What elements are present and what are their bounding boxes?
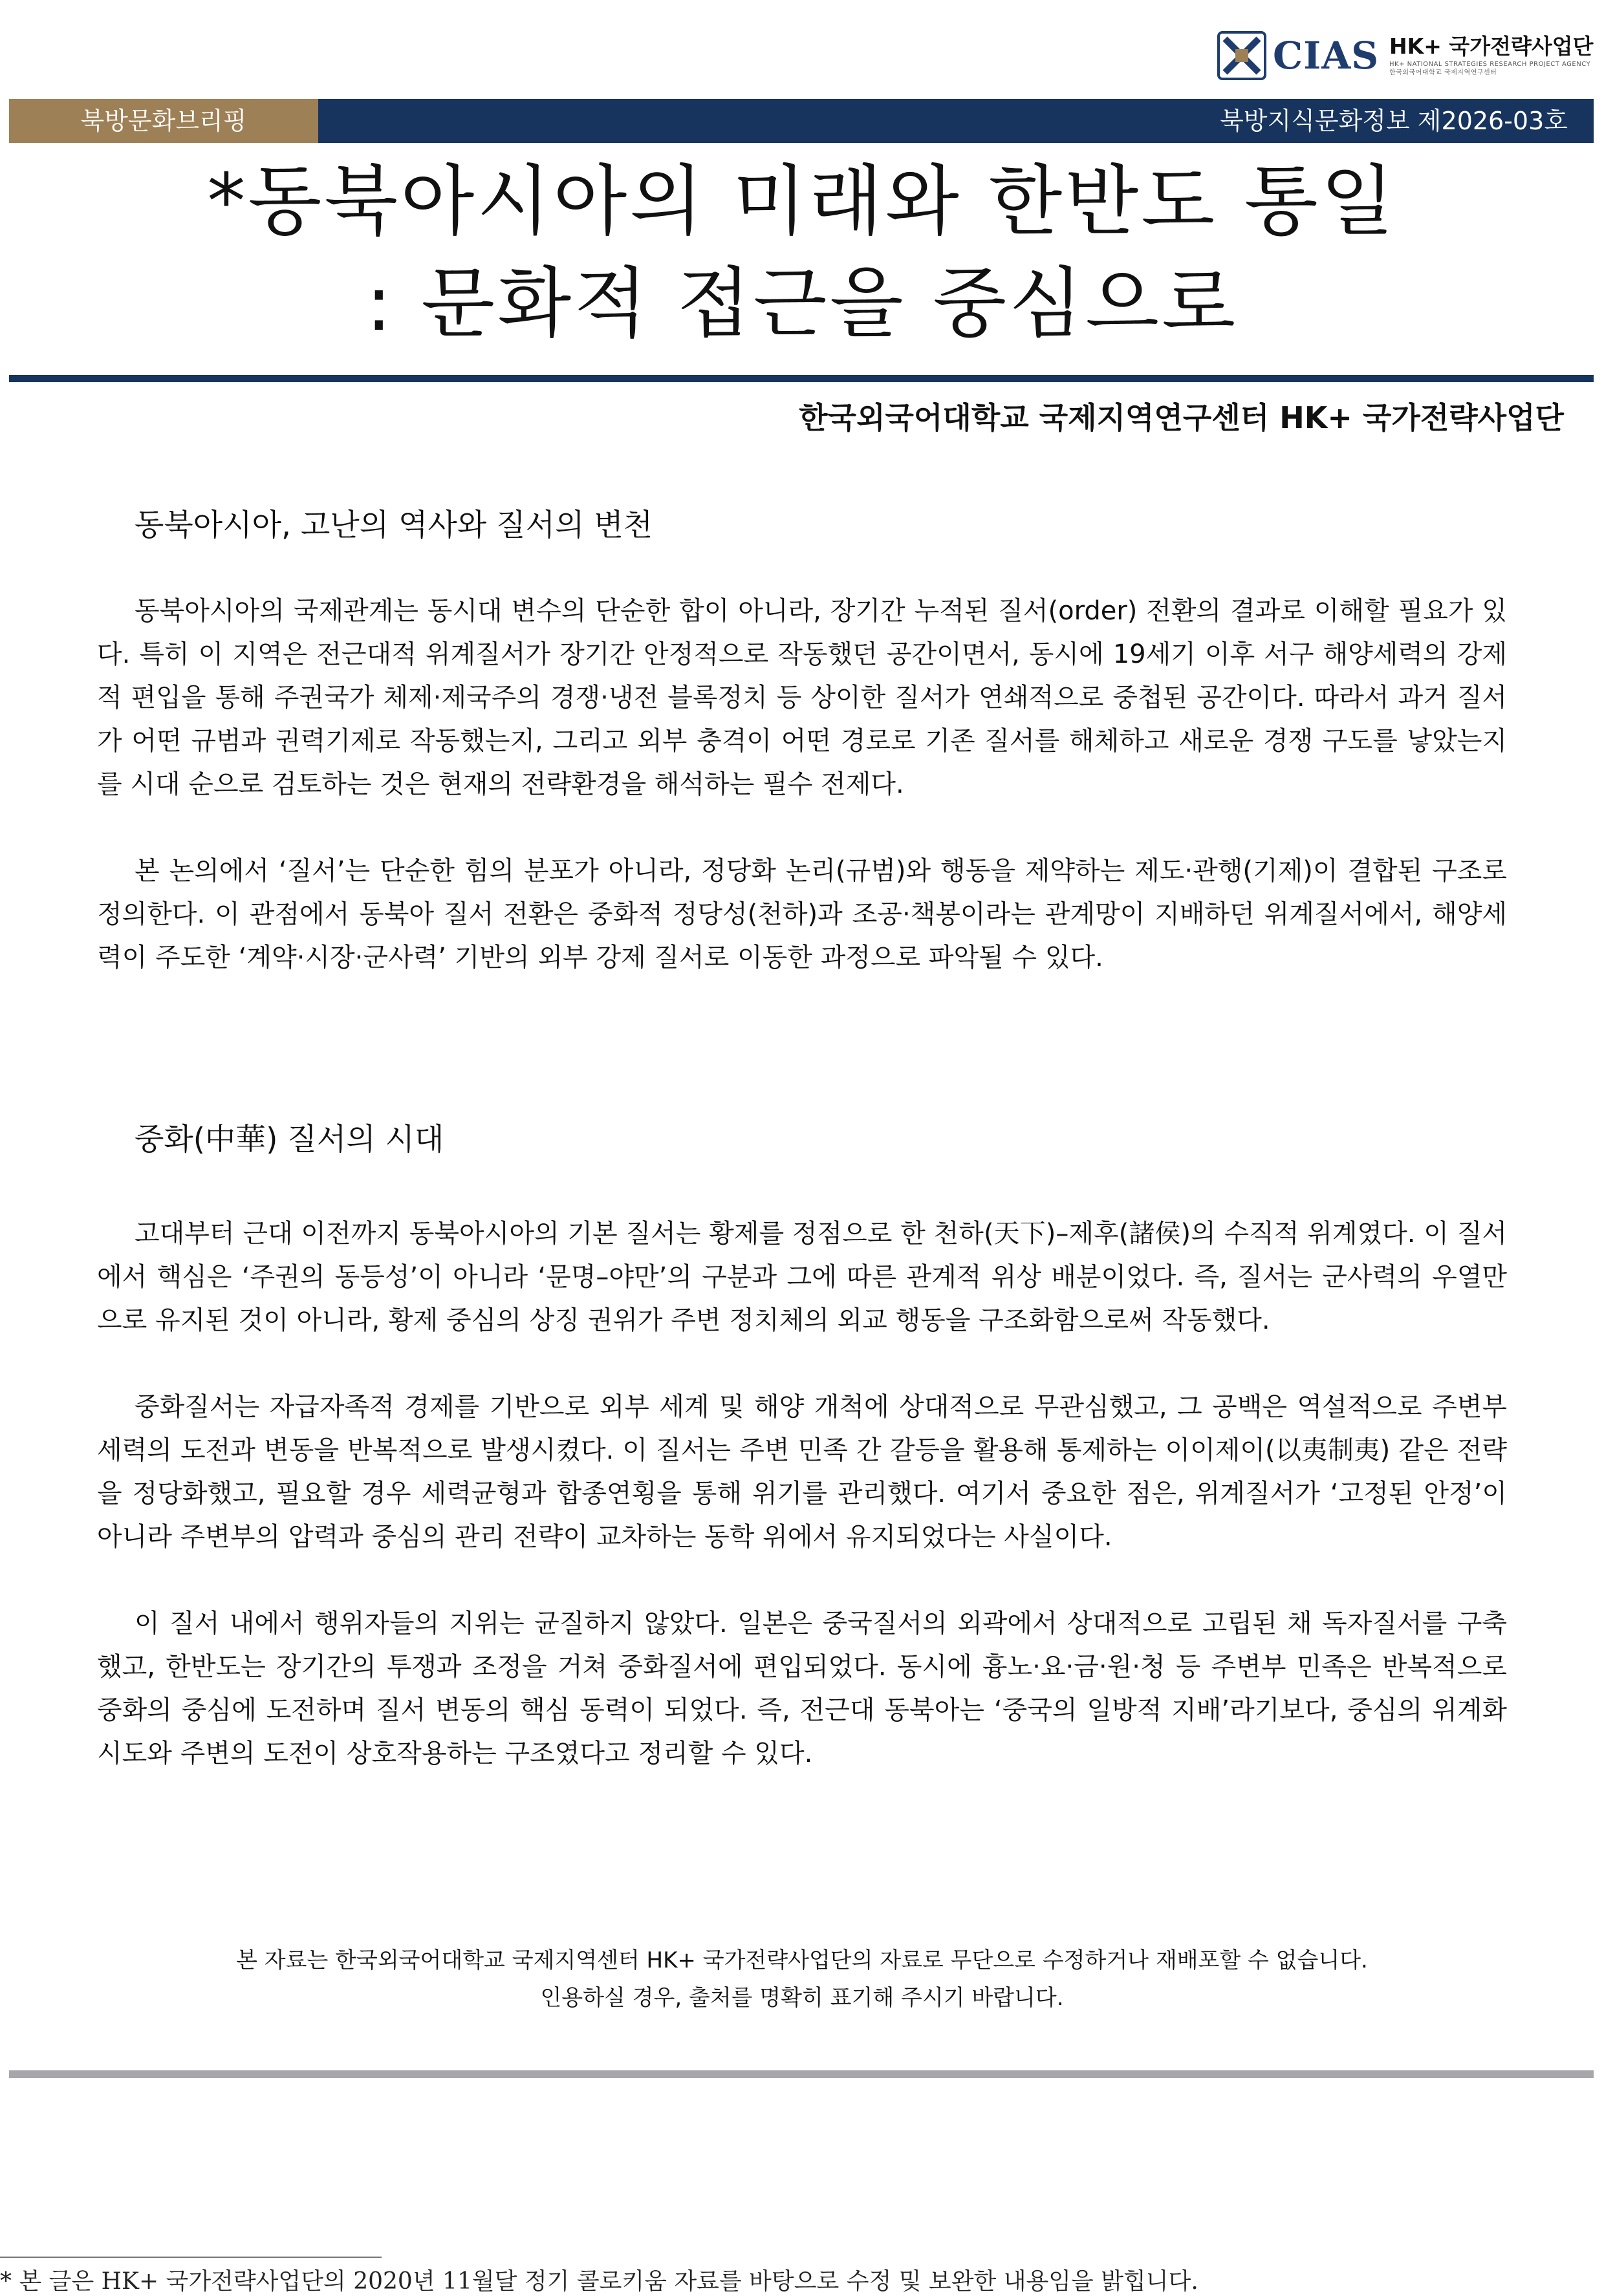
organization-name: 한국외국어대학교 국제지역연구센터 HK+ 국가전략사업단 xyxy=(799,400,1564,435)
logo-subtitle-en: HK+ NATIONAL STRATEGIES RESEARCH PROJECT AGENCY xyxy=(1389,61,1591,68)
section-2-paragraph-1: 고대부터 근대 이전까지 동북아시아의 기본 질서는 황제를 정점으로 한 천하(天下)–제후(諸侯)의 수직적 위계였다. 이 질서에서 핵심은 ‘주권의 동등성’이 아니라 ‘문명–야만’의 구분과 그에 따른 관계적 위상 배분이었다. 즉, 질서는 군사력의 우열만으로 유지된 것이 아니라, 황제 중심의 상징 권위가 주변 정치체의 외교 행동을 구조화함으로써 작동했다. xyxy=(97,1219,1507,1335)
copyright-notice xyxy=(0,1942,1604,2017)
footnote-separator xyxy=(0,2257,382,2258)
title-divider xyxy=(9,375,1594,382)
logo-title: HK+ 국가전략사업단 xyxy=(1389,34,1594,59)
section-2-paragraph-3: 이 질서 내에서 행위자들의 지위는 균질하지 않았다. 일본은 중국질서의 외곽에서 상대적으로 고립된 채 독자질서를 구축했고, 한반도는 장기간의 투쟁과 조정을 거쳐 중화질서에 편입되었다. 동시에 흉노·요·금·원·청 등 주변부 민족은 반복적으로 중화의 중심에 도전하며 질서 변동의 핵심 동력이 되었다. 즉, 전근대 동북아는 ‘중국의 일방적 지배’라기보다, 중심의 위계화 시도와 주변의 도전이 상호작용하는 구조였다고 정리할 수 있다. xyxy=(97,1609,1507,1768)
title-line-2: : 문화적 접근을 중심으로 xyxy=(365,259,1239,348)
section-2-paragraph-2: 중화질서는 자급자족적 경제를 기반으로 외부 세계 및 해양 개척에 상대적으로 무관심했고, 그 공백은 역설적으로 주변부 세력의 도전과 변동을 반복적으로 발생시켰다. 이 질서는 주변 민족 간 갈등을 활용해 통제하는 이이제이(以夷制夷) 같은 전략을 정당화했고, 필요할 경우 세력균형과 합종연횡을 통해 위기를 관리했다. 여기서 중요한 점은, 위계질서가 ‘고정된 안정’이 아니라 주변부의 압력과 중심의 관리 전략이 교차하는 동학 위에서 유지되었다는 사실이다. xyxy=(97,1392,1507,1552)
section-1-paragraph-1: 동북아시아의 국제관계는 동시대 변수의 단순한 합이 아니라, 장기간 누적된 질서(order) 전환의 결과로 이해할 필요가 있다. 특히 이 지역은 전근대적 위계질서가 장기간 안정적으로 작동했던 공간이면서, 동시에 19세기 이후 서구 해양세력의 강제적 편입을 통해 주권국가 체제·제국주의 경쟁·냉전 블록정치 등 상이한 질서가 연쇄적으로 중첩된 공간이다. 따라서 과거 질서가 어떤 규범과 권력기제로 작동했는지, 그리고 외부 충격이 어떤 경로로 기존 질서를 해체하고 새로운 경쟁 구도를 낳았는지를 시대 순으로 검토하는 것은 현재의 전략환경을 해석하는 필수 전제다. xyxy=(97,596,1507,799)
logo-cias-text: CIAS xyxy=(1273,34,1380,78)
cias-emblem-icon xyxy=(1216,30,1268,81)
briefing-label: 북방문화브리핑 xyxy=(9,99,318,143)
section-1-paragraph-2: 본 논의에서 ‘질서’는 단순한 힘의 분포가 아니라, 정당화 논리(규범)와 행동을 제약하는 제도·관행(기제)이 결합된 구조로 정의한다. 이 관점에서 동북아 질서 전환은 중화적 정당성(천하)과 조공·책봉이라는 관계망이 지배하던 위계질서에서, 해양세력이 주도한 ‘계약·시장·군사력’ 기반의 외부 강제 질서로 이동한 과정으로 파악될 수 있다. xyxy=(97,856,1507,972)
header-bar xyxy=(9,99,1594,143)
logo-subtitle-ko: 한국외국어대학교 국제지역연구센터 xyxy=(1389,69,1497,76)
bottom-divider xyxy=(9,2070,1594,2078)
issue-number: 북방지식문화정보 제2026-03호 xyxy=(1220,107,1568,135)
section-heading-2: 중화(中華) 질서의 시대 xyxy=(135,1122,444,1157)
notice-line-1: 본 자료는 한국외국어대학교 국제지역센터 HK+ 국가전략사업단의 자료로 무단으로 수정하거나 재배포할 수 없습니다. xyxy=(236,1947,1368,1973)
document-title xyxy=(0,150,1604,354)
footnote: * 본 글은 HK+ 국가전략사업단의 2020년 11월달 정기 콜로키움 자료를 바탕으로 수정 및 보완한 내용임을 밝힙니다. xyxy=(0,2268,1198,2295)
logo-text-block xyxy=(1389,30,1594,77)
section-heading-1: 동북아시아, 고난의 역사와 질서의 변천 xyxy=(135,508,653,543)
notice-line-2: 인용하실 경우, 출처를 명확히 표기해 주시기 바랍니다. xyxy=(540,1985,1064,2011)
title-line-1: *동북아시아의 미래와 한반도 통일 xyxy=(207,156,1397,246)
cias-logo xyxy=(1216,26,1594,84)
